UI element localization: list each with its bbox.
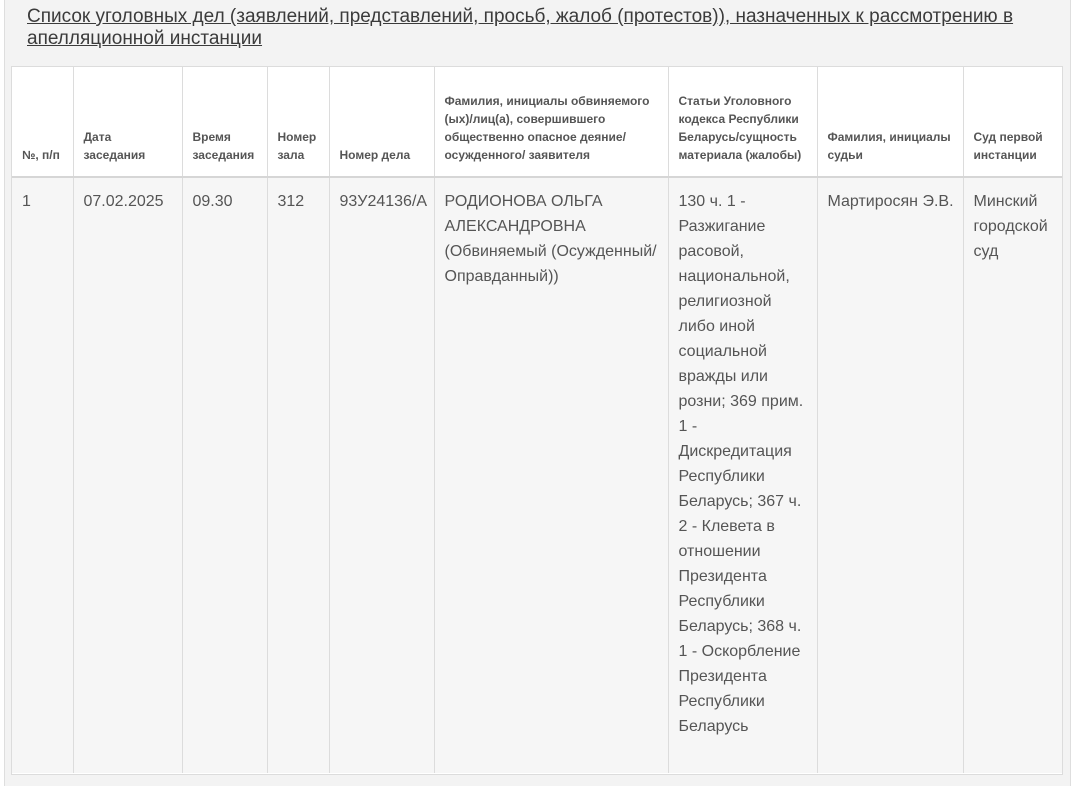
page-header (5, 0, 1070, 61)
cell-case-number: 93У24136/А (329, 177, 434, 773)
cell-time: 09.30 (182, 177, 267, 773)
cell-num: 1 (12, 177, 73, 773)
header-case-number: Номер дела (329, 67, 434, 177)
header-judge: Фамилия, инициалы судьи (817, 67, 963, 177)
header-hall: Номер зала (267, 67, 329, 177)
table-header-row (12, 67, 1062, 177)
cases-table (12, 67, 1062, 773)
header-person: Фамилия, инициалы обвиняемого (ых)/лиц(а), совершившего общественно опасное деяние/осужденного/ заявителя (434, 67, 668, 177)
cell-person: РОДИОНОВА ОЛЬГА АЛЕКСАНДРОВНА (Обвиняемый (Осужденный/ Оправданный)) (434, 177, 668, 773)
header-date: Дата заседания (73, 67, 182, 177)
cell-judge: Мартиросян Э.В. (817, 177, 963, 773)
cell-hall: 312 (267, 177, 329, 773)
cell-date: 07.02.2025 (73, 177, 182, 773)
header-num: №, п/п (12, 67, 73, 177)
cell-articles: 130 ч. 1 - Разжигание расовой, национальной, религиозной либо иной социальной вражды или розни; 369 прим. 1 - Дискредитация Республики Беларусь; 367 ч. 2 - Клевета в отношении Президента Республики Беларусь; 368 ч. 1 - Оскорбление Президента Республики Беларусь (668, 177, 817, 773)
page-title-link[interactable]: Список уголовных дел (заявлений, представлений, просьб, жалоб (протестов)), назначенных к рассмотрению в апелляционной инстанции (27, 6, 1014, 49)
header-court: Суд первой инстанции (963, 67, 1062, 177)
cell-court: Минский городской суд (963, 177, 1062, 773)
table-row (12, 177, 1062, 773)
cases-table-container (11, 66, 1063, 775)
header-time: Время заседания (182, 67, 267, 177)
header-articles: Статьи Уголовного кодекса Республики Беларусь/сущность материала (жалобы) (668, 67, 817, 177)
page-container (4, 0, 1071, 786)
